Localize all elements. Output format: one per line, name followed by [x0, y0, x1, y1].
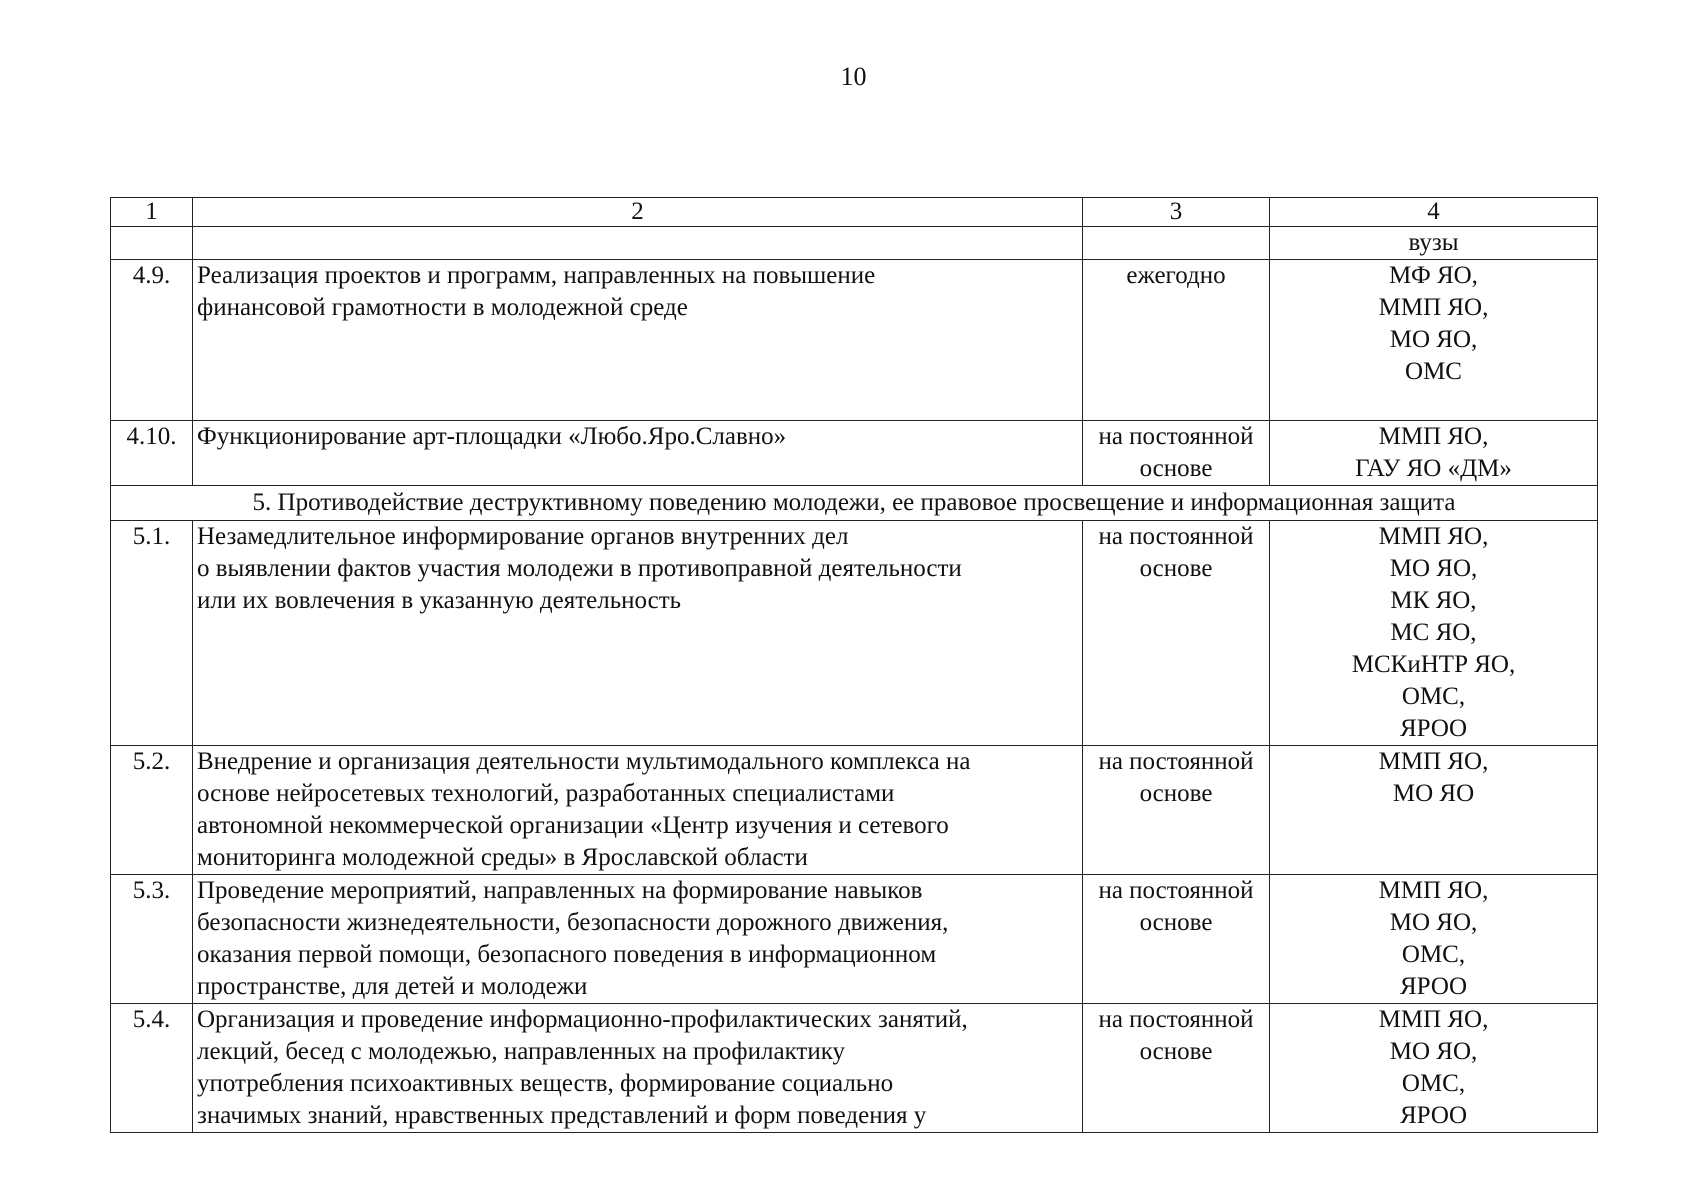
- item-number: 5.2.: [111, 746, 193, 875]
- page-number: 10: [840, 62, 867, 91]
- item-term: на постоянной основе: [1083, 746, 1270, 875]
- action-plan-table: [110, 197, 1598, 1133]
- item-description: Проведение мероприятий, направленных на формирование навыков безопасности жизнедеятельности, безопасности дорожного движения, оказания первой помощи, безопасного поведения в информационном пространстве, для детей и молодежи: [193, 875, 1083, 1004]
- table-row: [111, 421, 1598, 486]
- item-executors: ММП ЯО, МО ЯО, ОМС, ЯРОО: [1270, 875, 1598, 1004]
- column-numbers-row: [111, 198, 1598, 227]
- item-term: на постоянной основе: [1083, 1004, 1270, 1133]
- item-number: 5.3.: [111, 875, 193, 1004]
- item-description: Организация и проведение информационно-профилактических занятий, лекций, бесед с молодежью, направленных на профилактику употребления психоактивных веществ, формирование социально значимых знаний, нравственных представлений и форм поведения у: [193, 1004, 1083, 1133]
- section-title: 5. Противодействие деструктивному поведению молодежи, ее правовое просвещение и информационная защита: [111, 486, 1598, 521]
- item-executors: МФ ЯО, ММП ЯО, МО ЯО, ОМС: [1270, 260, 1598, 421]
- item-description: Внедрение и организация деятельности мультимодального комплекса на основе нейросетевых технологий, разработанных специалистами автономной некоммерческой организации «Центр изучения и сетевого мониторинга молодежной среды» в Ярославской области: [193, 746, 1083, 875]
- item-description: Функционирование арт-площадки «Любо.Яро.Славно»: [193, 421, 1083, 486]
- item-term: на постоянной основе: [1083, 875, 1270, 1004]
- item-description: Незамедлительное информирование органов внутренних дел о выявлении фактов участия молодежи в противоправной деятельности или их вовлечения в указанную деятельность: [193, 521, 1083, 746]
- continuation-row: [111, 227, 1598, 260]
- item-term: на постоянной основе: [1083, 521, 1270, 746]
- item-executors: ММП ЯО, ГАУ ЯО «ДМ»: [1270, 421, 1598, 486]
- item-executors: ММП ЯО, МО ЯО, ОМС, ЯРОО: [1270, 1004, 1598, 1133]
- section-heading-row: [111, 486, 1598, 521]
- column-number-1: 1: [111, 198, 193, 227]
- item-executors: ММП ЯО, МО ЯО: [1270, 746, 1598, 875]
- item-number: 4.9.: [111, 260, 193, 421]
- table-row: [111, 260, 1598, 421]
- column-number-2: 2: [193, 198, 1083, 227]
- item-description: Реализация проектов и программ, направленных на повышение финансовой грамотности в молодежной среде: [193, 260, 1083, 421]
- item-number: 4.10.: [111, 421, 193, 486]
- item-term: на постоянной основе: [1083, 421, 1270, 486]
- column-number-4: 4: [1270, 198, 1598, 227]
- item-number: 5.4.: [111, 1004, 193, 1133]
- table-row: [111, 875, 1598, 1004]
- table-row: [111, 746, 1598, 875]
- executor-cell: вузы: [1270, 227, 1598, 260]
- item-executors: ММП ЯО, МО ЯО, МК ЯО, МС ЯО, МСКиНТР ЯО, ОМС, ЯРОО: [1270, 521, 1598, 746]
- table-row: [111, 1004, 1598, 1133]
- table-row: [111, 521, 1598, 746]
- item-number: 5.1.: [111, 521, 193, 746]
- item-term: ежегодно: [1083, 260, 1270, 421]
- column-number-3: 3: [1083, 198, 1270, 227]
